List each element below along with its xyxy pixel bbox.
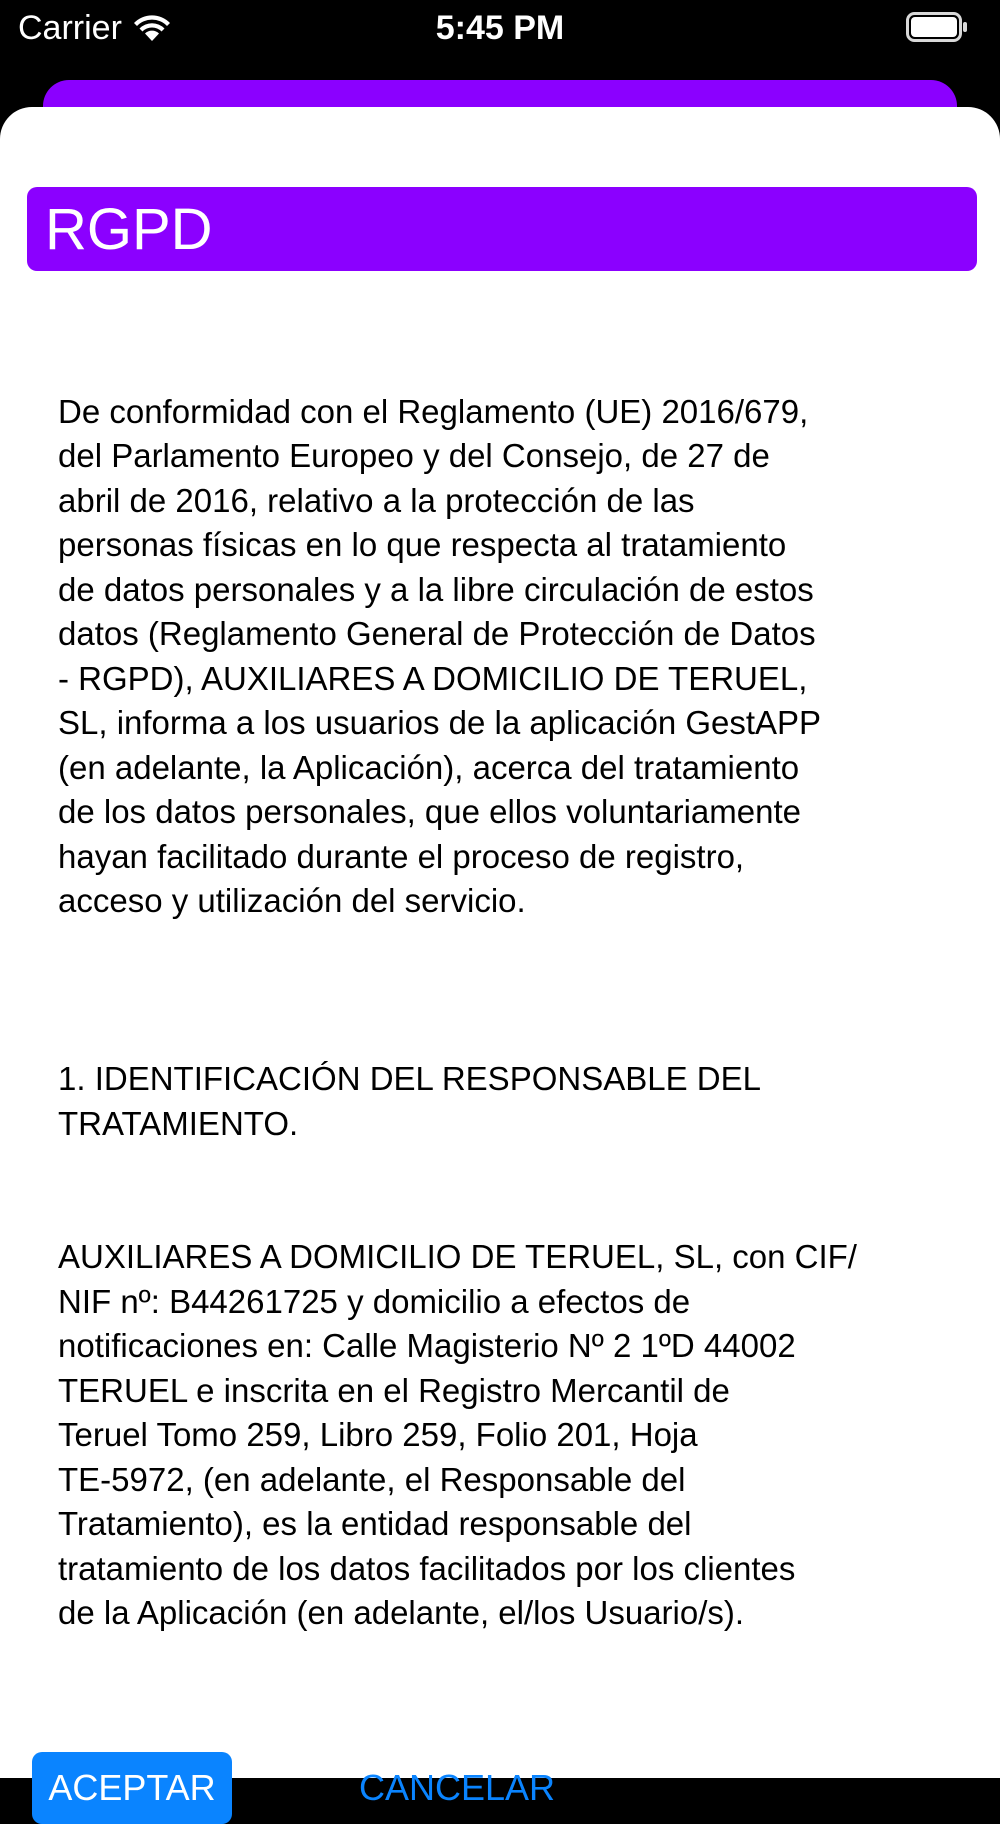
paragraph-identification: AUXILIARES A DOMICILIO DE TERUEL, SL, con CIF/ NIF nº: B44261725 y domicilio a efectos de notificaciones en: Calle Magisterio Nº 2 1ºD 44002 TERUEL e inscrita en el Registro Mercantil de Teruel Tomo 259, Libro 259, Folio 201, Hoja TE-5972, (en adelante, el Responsable del Tratamiento), es la entidad responsable del tratamiento de los datos facilitados por los clientes de la Aplicación (en adelante, el/los Usuario/s). <box>58 1238 857 1631</box>
rgpd-dialog-sheet <box>0 107 1000 1808</box>
dialog-title: RGPD <box>45 197 213 262</box>
section-heading-identification: 1. IDENTIFICACIÓN DEL RESPONSABLE DEL TRATAMIENTO. <box>58 1060 761 1142</box>
battery-icon <box>906 12 968 42</box>
dialog-title-bar <box>27 187 977 271</box>
status-time: 5:45 PM <box>435 9 565 47</box>
carrier-label: Carrier <box>18 9 122 47</box>
status-bar <box>0 0 1000 80</box>
paragraph-intro: De conformidad con el Reglamento (UE) 2016/679, del Parlamento Europeo y del Consejo, de 27 de abril de 2016, relativo a la protección de las personas físicas en lo que respecta al tratamiento de datos personales y a la libre circulación de estos datos (Reglamento General de Protección de Datos - RGPD), AUXILIARES A DOMICILIO DE TERUEL, SL, informa a los usuarios de la aplicación GestAPP (en adelante, la Aplicación), acerca del tratamiento de los datos personales, que ellos voluntariamente hayan facilitado durante el proceso de registro, acceso y utilización del servicio. <box>58 392 822 919</box>
cancel-button[interactable]: CANCELAR <box>342 1752 572 1824</box>
dialog-content[interactable] <box>58 345 958 1680</box>
accept-button[interactable]: ACEPTAR <box>32 1752 232 1824</box>
dialog-buttons <box>0 1752 1000 1824</box>
